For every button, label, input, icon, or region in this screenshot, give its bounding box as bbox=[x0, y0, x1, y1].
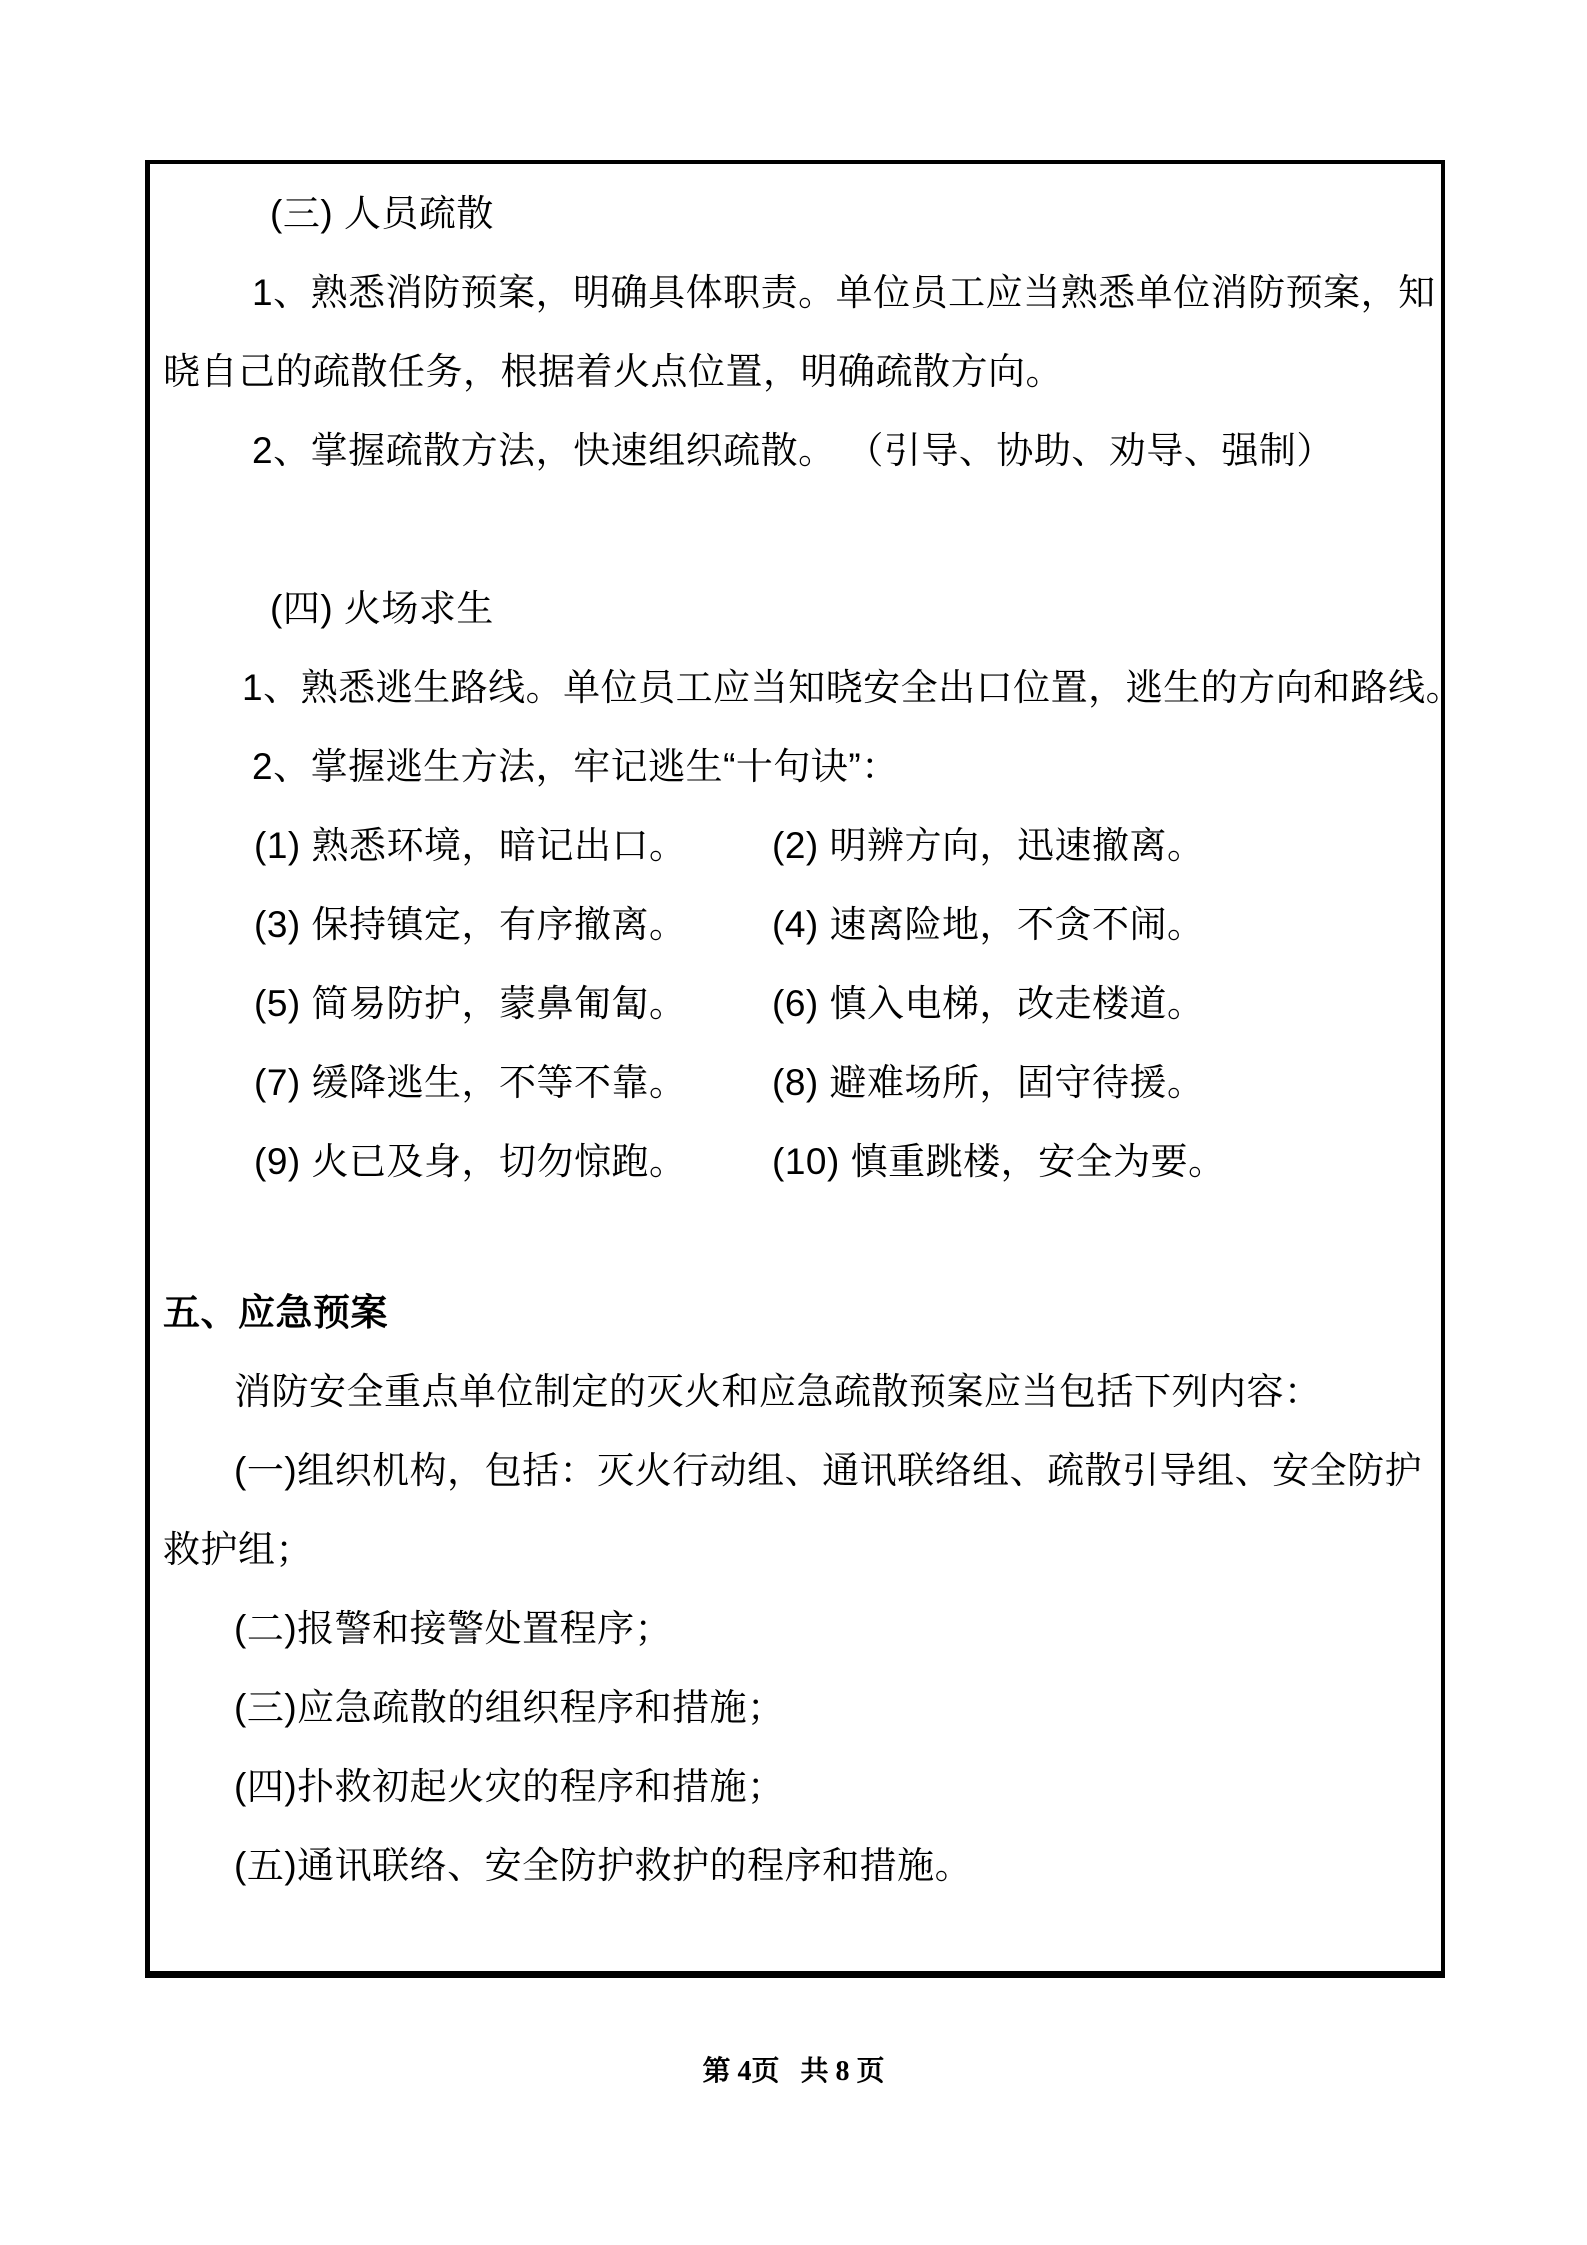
blank-line bbox=[150, 490, 1441, 569]
section4-item1: 1、熟悉逃生路线。单位员工应当知晓安全出口位置，逃生的方向和路线。 bbox=[242, 667, 1464, 708]
section4-heading: (四) 火场求生 bbox=[270, 588, 494, 629]
tip-3: (3) 保持镇定，有序撤离。 bbox=[254, 904, 687, 945]
tip-8: (8) 避难场所，固守待援。 bbox=[772, 1062, 1205, 1103]
tip-1: (1) 熟悉环境，暗记出口。 bbox=[254, 825, 687, 866]
section5-item4: (四)扑救初起火灾的程序和措施； bbox=[234, 1766, 785, 1807]
tip-row-1 bbox=[150, 806, 1441, 885]
section3-item1-line1: 1、熟悉消防预案，明确具体职责。单位员工应当熟悉单位消防预案，知 bbox=[252, 272, 1436, 313]
tip-6: (6) 慎入电梯，改走楼道。 bbox=[772, 983, 1205, 1024]
tip-4: (4) 速离险地，不贪不闹。 bbox=[772, 904, 1205, 945]
tip-9: (9) 火已及身，切勿惊跑。 bbox=[254, 1141, 687, 1182]
tip-row-4 bbox=[150, 1043, 1441, 1122]
section5-item1-line2: 救护组； bbox=[163, 1529, 313, 1570]
tip-10: (10) 慎重跳楼，安全为要。 bbox=[772, 1141, 1226, 1182]
tip-5: (5) 简易防护，蒙鼻匍匐。 bbox=[254, 983, 687, 1024]
tip-row-2 bbox=[150, 885, 1441, 964]
section3-item2: 2、掌握疏散方法，快速组织疏散。 （引导、协助、劝导、强制） bbox=[252, 430, 1334, 471]
section5-item1-line1: (一)组织机构，包括：灭火行动组、通讯联络组、疏散引导组、安全防护 bbox=[234, 1450, 1423, 1491]
section3-heading: (三) 人员疏散 bbox=[270, 193, 494, 234]
section4-item2: 2、掌握逃生方法，牢记逃生“十句诀”： bbox=[252, 746, 899, 787]
section3-item1-line2: 晓自己的疏散任务，根据着火点位置，明确疏散方向。 bbox=[163, 351, 1063, 392]
section5-item2: (二)报警和接警处置程序； bbox=[234, 1608, 673, 1649]
section5-intro: 消防安全重点单位制定的灭火和应急疏散预案应当包括下列内容： bbox=[234, 1371, 1322, 1412]
tip-row-5 bbox=[150, 1122, 1441, 1201]
tip-7: (7) 缓降逃生，不等不靠。 bbox=[254, 1062, 687, 1103]
section5-heading: 五、应急预案 bbox=[163, 1292, 388, 1333]
blank-line bbox=[150, 1201, 1441, 1273]
tip-2: (2) 明辨方向，迅速撤离。 bbox=[772, 825, 1205, 866]
section5-item3: (三)应急疏散的组织程序和措施； bbox=[234, 1687, 785, 1728]
tip-row-3 bbox=[150, 964, 1441, 1043]
content-border-box bbox=[145, 160, 1464, 1978]
section5-item5: (五)通讯联络、安全防护救护的程序和措施。 bbox=[234, 1845, 973, 1886]
page-footer: 第 4页 共 8 页 bbox=[702, 2056, 885, 2087]
